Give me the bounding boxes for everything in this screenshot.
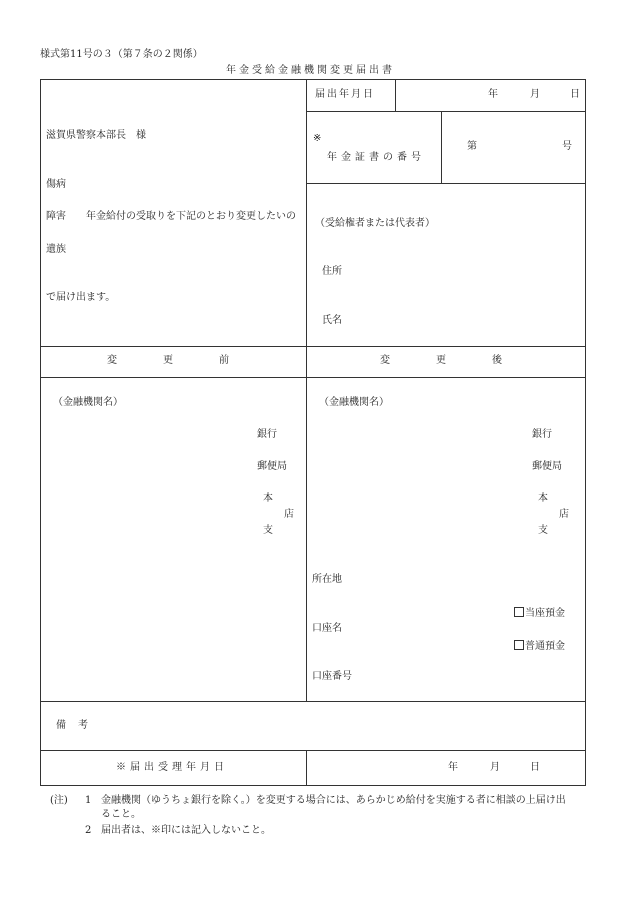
rule [441,111,442,183]
cert-label: 年金証書の番号 [327,152,425,163]
name-label[interactable]: 氏名 [322,315,342,326]
account-name-label[interactable]: 口座名 [312,623,342,634]
note-1-number: 1 [85,795,92,806]
form-number: 様式第11号の３（第７条の２関係） [40,49,203,60]
addressee: 滋賀県警察本部長 様 [46,130,146,141]
request-end: で届け出ます。 [46,292,116,303]
after-header: 変更後 [380,355,548,366]
checkbox-icon[interactable] [514,607,524,617]
filing-day[interactable]: 日 [570,89,580,100]
rule [395,79,396,111]
before-institution-label: （金融機関名） [53,397,123,408]
ordinary-account-label: 普通預金 [525,641,565,652]
cert-no-suffix[interactable]: 号 [562,141,572,152]
before-branch: 支 [263,525,273,536]
filing-year[interactable]: 年 [488,89,498,100]
before-shop: 店 [284,509,294,520]
applicant-label: （受給権者または代表者） [315,218,435,229]
address-label[interactable]: 住所 [322,266,342,277]
after-head-office: 本 [538,493,548,504]
pension-type-disability: 障害 [46,211,66,222]
checking-account-option[interactable] [514,607,565,619]
form-title: 年金受給金融機関変更届出書 [226,65,395,76]
remarks-label: 備考 [56,720,100,731]
rule [40,701,586,702]
note-1-line-1: 金融機関（ゆうちょ銀行を除く。）を変更する場合には、あらかじめ給付を実施する者に相談の上届け出 [101,795,566,806]
pension-type-survivors: 遺族 [46,244,66,255]
cert-no-prefix[interactable]: 第 [467,141,477,152]
before-post-office: 郵便局 [257,461,287,472]
rule [40,346,586,347]
account-no-label[interactable]: 口座番号 [312,671,352,682]
before-header: 変更前 [107,355,275,366]
before-head-office: 本 [263,493,273,504]
after-branch: 支 [538,525,548,536]
ordinary-account-option[interactable] [514,640,565,652]
note-1-line-2: ること。 [101,809,141,820]
location-label[interactable]: 所在地 [312,574,342,585]
receipt-day: 日 [530,762,540,773]
rule [306,183,586,184]
rule [40,750,586,751]
receipt-year: 年 [448,762,458,773]
after-institution-label: （金融機関名） [319,397,389,408]
before-bank: 銀行 [257,429,277,440]
request-text: 年金給付の受取りを下記のとおり変更したいの [86,211,296,222]
rule [306,79,307,701]
pension-type-injury: 傷病 [46,179,66,190]
rule [306,111,586,112]
after-shop: 店 [559,509,569,520]
receipt-date-label: ※届出受理年月日 [116,762,228,773]
checking-account-label: 当座預金 [525,608,565,619]
cert-mark: ※ [313,133,322,144]
note-2: 届出者は、※印には記入しないこと。 [101,825,271,836]
notes-prefix: (注) [50,795,68,806]
rule [40,377,586,378]
after-bank: 銀行 [532,429,552,440]
filing-month[interactable]: 月 [530,89,540,100]
filing-date-label: 届出年月日 [315,89,375,100]
checkbox-icon[interactable] [514,640,524,650]
note-2-number: 2 [85,825,92,836]
receipt-month: 月 [490,762,500,773]
rule [306,750,307,786]
after-post-office: 郵便局 [532,461,562,472]
